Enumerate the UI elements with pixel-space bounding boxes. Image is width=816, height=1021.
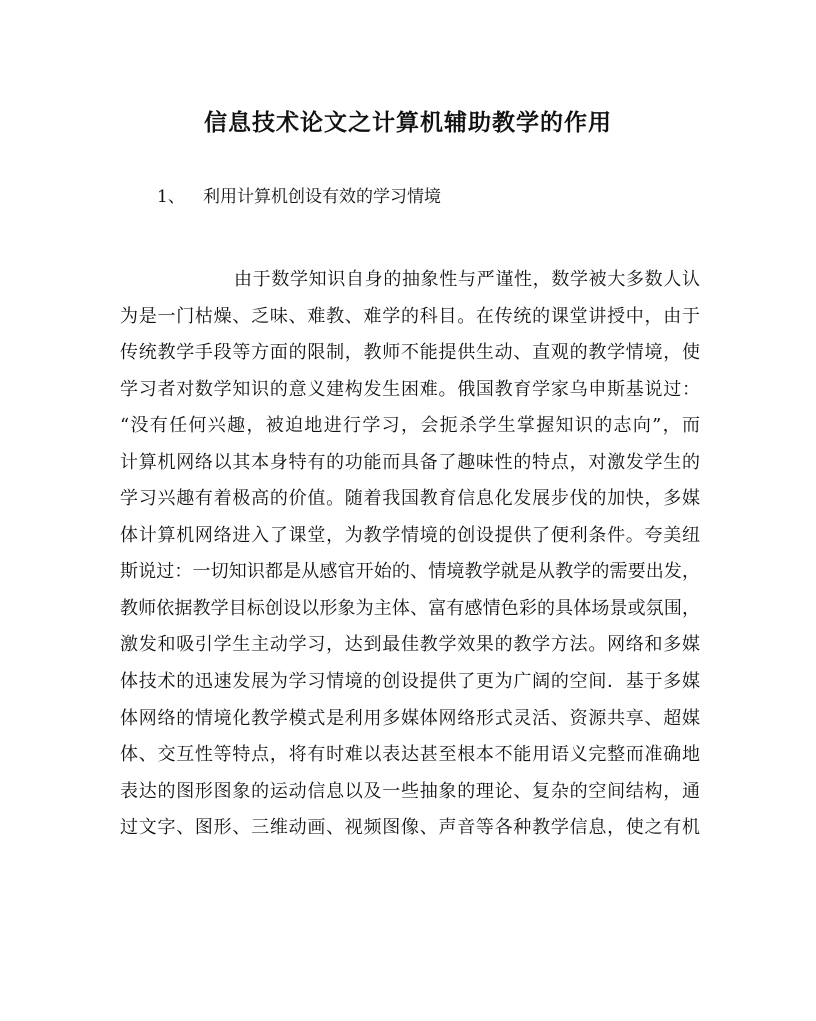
section-heading-text: 利用计算机创设有效的学习情境 — [203, 187, 441, 207]
paragraph-line: 传统教学手段等方面的限制，教师不能提供生动、直观的教学情境，使 — [120, 342, 700, 364]
paragraph-line: 计算机网络以其本身特有的功能而具备了趣味性的特点，对激发学生的 — [120, 451, 700, 473]
body-paragraph — [120, 262, 700, 847]
paragraph-line: 由于数学知识自身的抽象性与严谨性，数学被大多数人认 — [234, 269, 700, 290]
document-title: 信息技术论文之计算机辅助教学的作用 — [204, 109, 612, 136]
paragraph-line: 为是一门枯燥、乏味、难教、难学的科目。在传统的课堂讲授中，由于 — [120, 305, 700, 327]
paragraph-line: 体计算机网络进入了课堂，为教学情境的创设提供了便利条件。夸美纽 — [120, 524, 700, 546]
paragraph-line: 体技术的迅速发展为学习情境的创设提供了更为广阔的空间．基于多媒 — [120, 671, 700, 693]
paragraph-line: 斯说过：一切知识都是从感官开始的、情境教学就是从教学的需要出发， — [120, 561, 700, 583]
paragraph-line: 学习兴趣有着极高的价值。随着我国教育信息化发展步伐的加快，多媒 — [120, 488, 700, 510]
paragraph-line: 表达的图形图象的运动信息以及一些抽象的理论、复杂的空间结构，通 — [120, 780, 700, 802]
paragraph-line: 体、交互性等特点，将有时难以表达甚至根本不能用语义完整而准确地 — [120, 744, 700, 766]
paragraph-line: 教师依据教学目标创设以形象为主体、富有感情色彩的具体场景或氛围， — [120, 597, 700, 619]
section-heading — [157, 182, 441, 212]
section-number: 1、 — [157, 187, 185, 207]
paragraph-line: “没有任何兴趣，被迫地进行学习，会扼杀学生掌握知识的志向”，而 — [120, 415, 700, 437]
paragraph-line: 体网络的情境化教学模式是利用多媒体网络形式灵活、资源共享、超媒 — [120, 707, 700, 729]
paragraph-line: 学习者对数学知识的意义建构发生困难。俄国教育学家乌申斯基说过： — [120, 378, 700, 400]
paragraph-line: 过文字、图形、三维动画、视频图像、声音等各种教学信息，使之有机 — [120, 817, 700, 839]
paragraph-line: 激发和吸引学生主动学习，达到最佳教学效果的教学方法。网络和多媒 — [120, 634, 700, 656]
